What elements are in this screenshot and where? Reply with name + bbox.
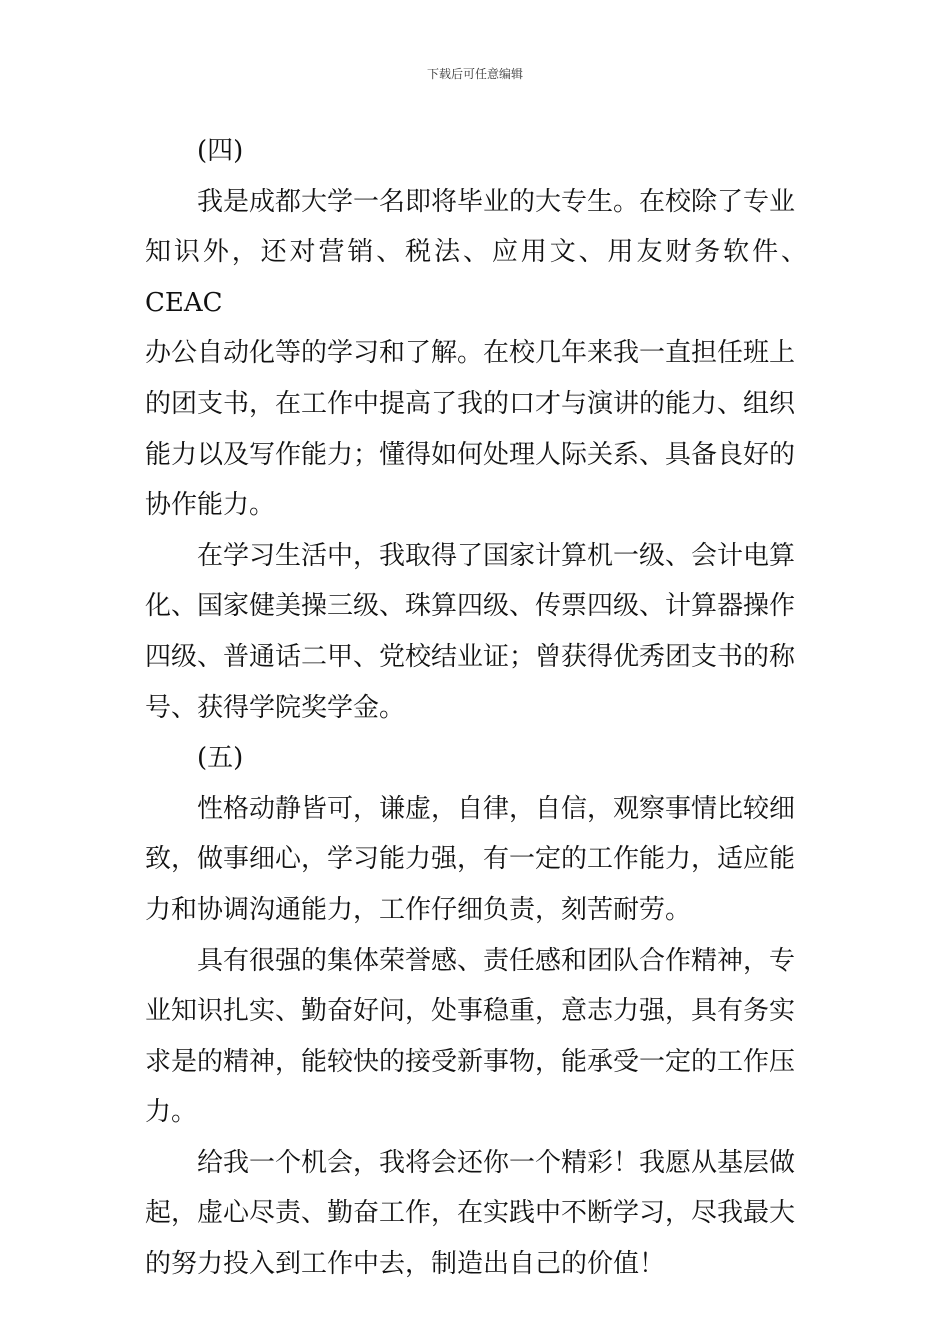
paragraph-teamwork: 具有很强的集体荣誉感、责任感和团队合作精神，专 业知识扎实、勤奋好问，处事稳重，意志力强，具有务实 求是的精神，能较快的接受新事物，能承受一定的工作压 力。 — [145, 945, 796, 1128]
paragraph-personality: 性格动静皆可，谦虚，自律，自信，观察事情比较细 致，做事细心，学习能力强，有一定的工作能力，适应能 力和协调沟通能力，工作仔细负责，刻苦耐劳。 — [145, 793, 796, 925]
paragraph-education: 我是成都大学一名即将毕业的大专生。在校除了专业 知识外，还对营销、税法、应用文、用友财务软件、CEAC 办公自动化等的学习和了解。在校几年来我一直担任班上 的团支书，在工作中提高了我的口才与演讲的能力、组织 能力以及写作能力；懂得如何处理人际关系、具备良好的 协作能力。 — [145, 186, 807, 521]
document-body — [145, 126, 807, 1290]
section-heading-5: (五) — [197, 743, 244, 774]
paragraph-certificates: 在学习生活中，我取得了国家计算机一级、会计电算 化、国家健美操三级、珠算四级、传票四级、计算器操作 四级、普通话二甲、党校结业证；曾获得优秀团支书的称 号、获得学院奖学金。 — [145, 540, 796, 723]
section-heading-4: (四) — [197, 136, 244, 166]
page-header: 下载后可任意编辑 — [426, 67, 523, 81]
paragraph-closing: 给我一个机会，我将会还你一个精彩！我愿从基层做 起，虚心尽责、勤奋工作，在实践中不断学习，尽我最大 的努力投入到工作中去，制造出自己的价值！ — [145, 1147, 796, 1280]
